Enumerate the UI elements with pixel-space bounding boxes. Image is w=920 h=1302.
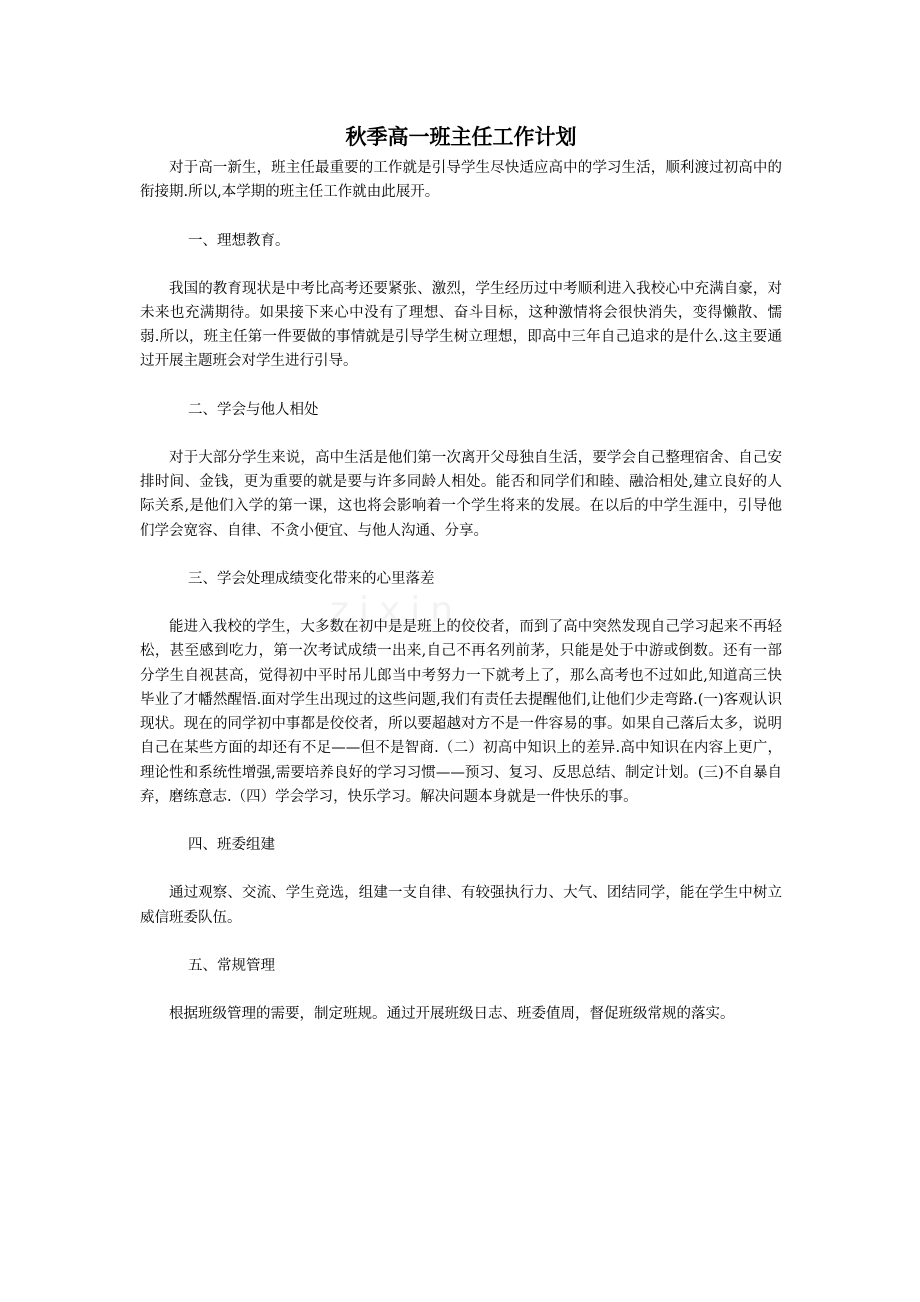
section-body-5: 根据班级管理的需要，制定班规。通过开展班级日志、班委值周，督促班级常规的落实。 (169, 1005, 735, 1022)
section-body-3: 能进入我校的学生，大多数在初中是是班上的佼佼者，而到了高中突然发现自己学习起来不再轻松，甚至感到吃力，第一次考试成绩一出来,自己不再名列前茅，只能是处于中游或倒数。还有一部分学生自视甚高，觉得初中平时吊儿郎当中考努力一下就考上了，那么高考也不过如此,知道高三快毕业了才幡然醒悟.面对学生出现过的这些问题,我们有责任去提醒他们,让他们少走弯路.(一)客观认识现状。现在的同学初中事都是佼佼者，所以要超越对方不是一件容易的事。如果自己落后太多，说明自己在某些方面的却还有不足——但不是智商.（二）初高中知识上的差异.高中知识在内容上更广，理论性和系统性增强,需要培养良好的学习习惯——预习、复习、反思总结、制定计划。(三)不自暴自弃，磨练意志.（四）学会学习，快乐学习。解决问题本身就是一件快乐的事。 (140, 618, 782, 806)
section-body-4: 通过观察、交流、学生竞选，组建一支自律、有较强执行力、大气、团结同学，能在学生中树立威信班委队伍。 (140, 885, 782, 926)
section-heading-2: 二、学会与他人相处 (188, 401, 319, 418)
section-heading-5: 五、常规管理 (188, 957, 275, 974)
document-page (140, 120, 782, 1026)
section-body-1: 我国的教育现状是中考比高考还要紧张、激烈，学生经历过中考顺利进入我校心中充满自豪，对未来也充满期待。如果接下来心中没有了理想、奋斗目标，这种激情将会很快消失，变得懒散、懦弱.所以，班主任第一件要做的事情就是引导学生树立理想，即高中三年自己追求的是什么.这主要通过开展主题班会对学生进行引导。 (140, 280, 782, 370)
section-heading-1: 一、理想教育。 (188, 232, 290, 249)
watermark: zixin (330, 590, 464, 631)
intro-paragraph: 对于高一新生，班主任最重要的工作就是引导学生尽快适应高中的学习生活，顺利渡过初高中的衔接期.所以,本学期的班主任工作就由此展开。 (140, 160, 782, 201)
section-body-2: 对于大部分学生来说，高中生活是他们第一次离开父母独自生活，要学会自己整理宿舍、自己安排时间、金钱，更为重要的就是要与许多同龄人相处。能否和同学们和睦、融洽相处,建立良好的人际关系,是他们入学的第一课，这也将会影响着一个学生将来的发展。在以后的中学生涯中，引导他们学会宽容、自律、不贪小便宜、与他人沟通、分享。 (140, 449, 782, 539)
document-title: 秋季高一班主任工作计划 (345, 124, 577, 149)
section-heading-4: 四、班委组建 (188, 837, 275, 854)
section-heading-3: 三、学会处理成绩变化带来的心里落差 (188, 570, 435, 587)
